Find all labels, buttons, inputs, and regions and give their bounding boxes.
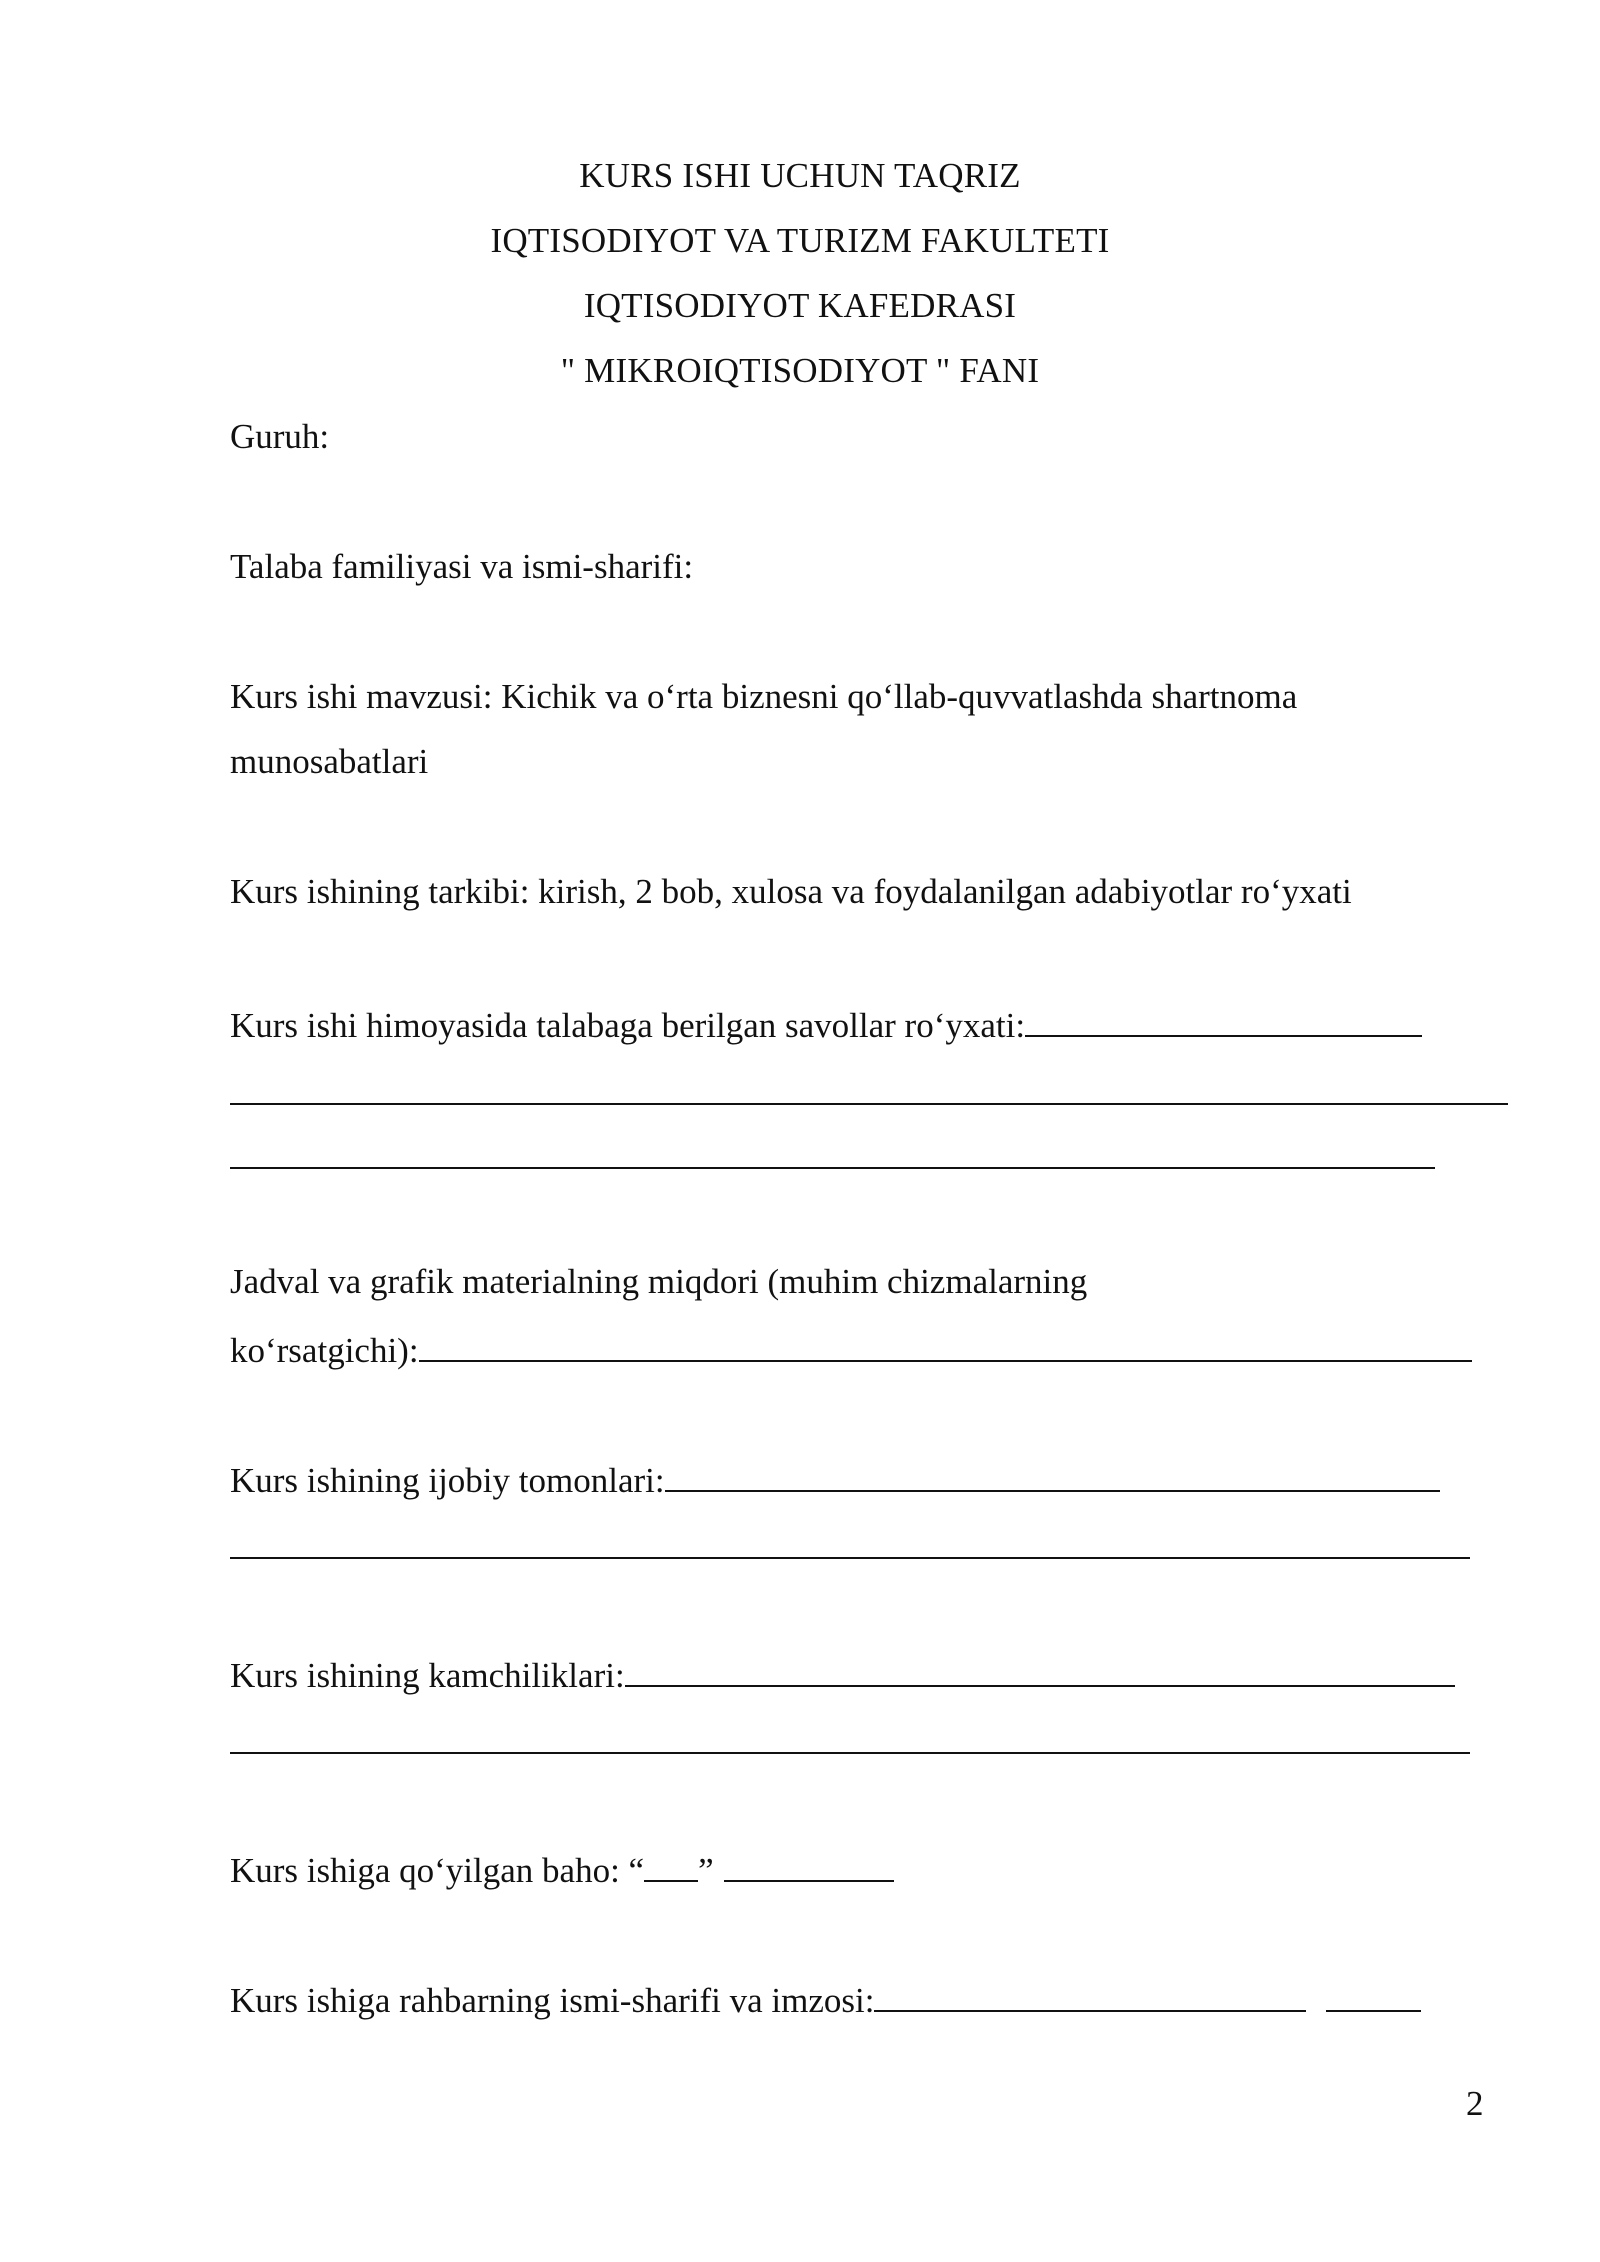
weaknesses-blank[interactable]	[625, 1654, 1455, 1687]
supervisor-label: Kurs ishiga rahbarning ismi-sharifi va imzosi:	[230, 1981, 875, 2020]
strengths-rule[interactable]	[230, 1557, 1470, 1559]
supervisor-name-blank[interactable]	[874, 1979, 1306, 2012]
materials-continuation: ko‘rsatgichi):	[230, 1331, 419, 1370]
weaknesses-row	[230, 1654, 1455, 1693]
supervisor-row	[230, 1979, 1421, 2018]
grade-word-blank[interactable]	[724, 1849, 894, 1882]
topic-label: Kurs ishi mavzusi: Kichik va o‘rta biznesni qo‘llab-quvvatlashda shartnoma	[230, 677, 1298, 716]
grade-row	[230, 1849, 894, 1888]
strengths-row	[230, 1459, 1440, 1498]
structure-label: Kurs ishining tarkibi: kirish, 2 bob, xulosa va foydalanilgan adabiyotlar ro‘yxati	[230, 872, 1352, 911]
strengths-label: Kurs ishining ijobiy tomonlari:	[230, 1461, 665, 1500]
weaknesses-label: Kurs ishining kamchiliklari:	[230, 1656, 625, 1695]
page-number: 2	[1466, 2084, 1484, 2123]
questions-row	[230, 1004, 1422, 1043]
weaknesses-rule[interactable]	[230, 1752, 1470, 1754]
grade-number-blank[interactable]	[644, 1849, 698, 1882]
questions-blank[interactable]	[1025, 1004, 1422, 1037]
questions-label: Kurs ishi himoyasida talabaga berilgan savollar ro‘yxati:	[230, 1006, 1026, 1045]
materials-label: Jadval va grafik materialning miqdori (muhim chizmalarning	[230, 1262, 1088, 1301]
supervisor-signature-blank[interactable]	[1326, 1979, 1421, 2012]
strengths-blank[interactable]	[665, 1459, 1440, 1492]
materials-row	[230, 1329, 1472, 1368]
questions-rule-2[interactable]	[230, 1167, 1435, 1169]
grade-close-quote: ”	[698, 1851, 714, 1890]
materials-blank[interactable]	[419, 1329, 1472, 1362]
subject-heading: " MIKROIQTISODIYOT " FANI	[560, 351, 1040, 390]
department-heading: IQTISODIYOT KAFEDRASI	[583, 286, 1017, 325]
document-title: KURS ISHI UCHUN TAQRIZ	[579, 156, 1021, 195]
topic-continuation: munosabatlari	[230, 742, 429, 781]
questions-rule-1[interactable]	[230, 1103, 1508, 1105]
grade-label: Kurs ishiga qo‘yilgan baho: “	[230, 1851, 645, 1890]
student-name-label: Talaba familiyasi va ismi-sharifi:	[230, 547, 694, 586]
group-label: Guruh:	[230, 417, 330, 456]
faculty-heading: IQTISODIYOT VA TURIZM FAKULTETI	[490, 221, 1110, 260]
